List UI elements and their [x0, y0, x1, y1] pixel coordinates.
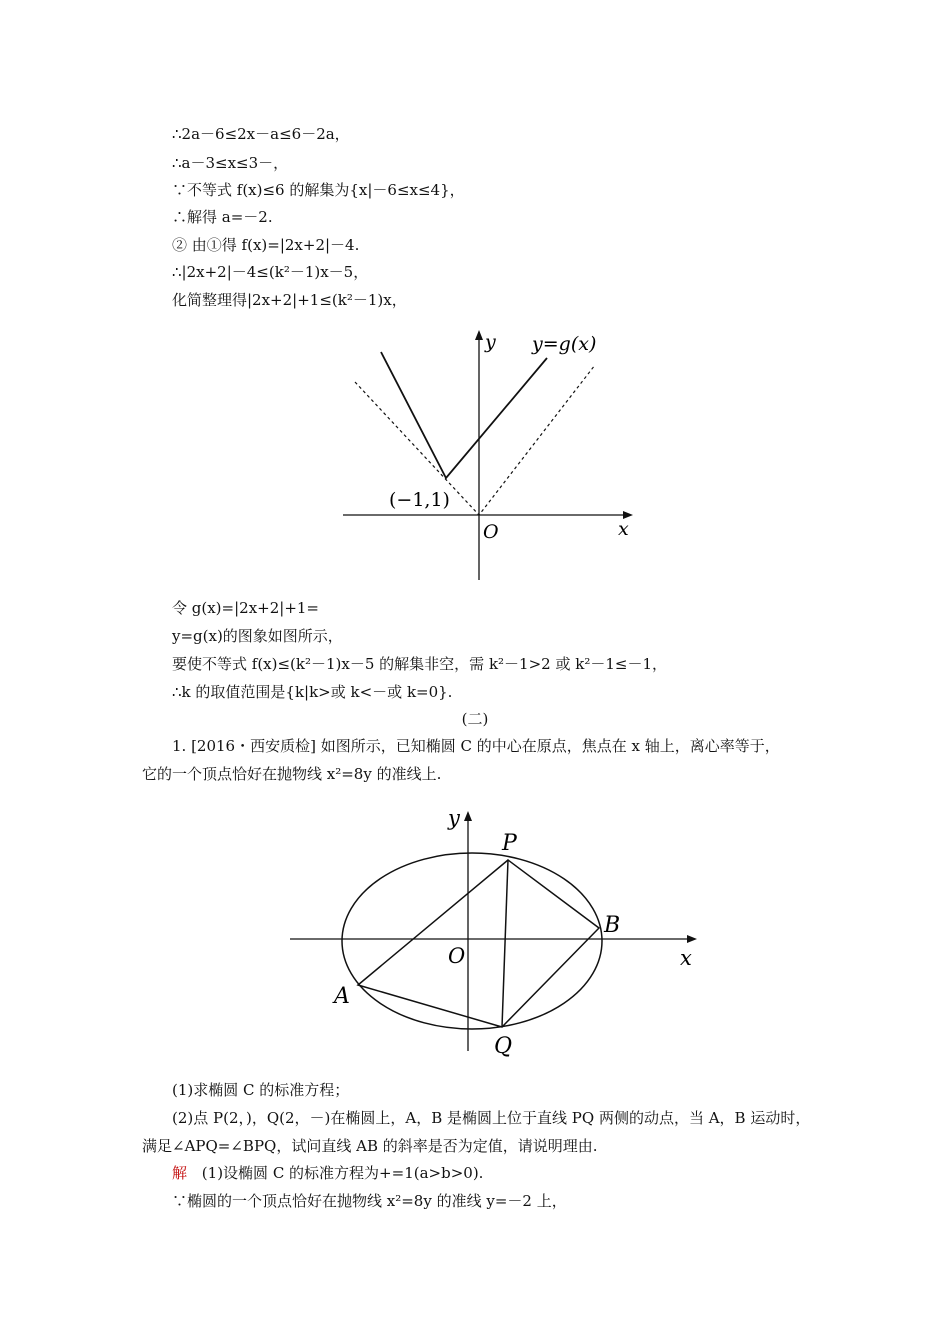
y-axis-arrow-icon: [475, 330, 483, 340]
text-line: ∵不等式 f(x)≤6 的解集为{x|－6≤x≤4}，: [172, 181, 465, 199]
solution-text: (1)设椭圆 C 的标准方程为+=1(a>b>0).: [201, 1164, 484, 1182]
problem-line: 1. [2016・西安质检] 如图所示，已知椭圆 C 的中心在原点，焦点在 x 轴上，离心率等于，: [172, 737, 780, 755]
solution-line1: [172, 1163, 483, 1183]
text-line: 令 g(x)=|2x+2|+1=: [172, 599, 320, 617]
question-1: (1)求椭圆 C 的标准方程；: [172, 1081, 350, 1099]
point-q-label: Q: [494, 1034, 513, 1059]
problem-line: 它的一个顶点恰好在抛物线 x²=8y 的准线上.: [142, 765, 442, 783]
y-axis-label: y: [485, 331, 496, 353]
solution-label: 解: [172, 1164, 188, 1182]
point-p-label: P: [502, 831, 517, 856]
text-line: 化简整理得|2x+2|+1≤(k²－1)x，: [172, 291, 407, 309]
origin-label: O: [483, 521, 499, 543]
x-axis-label: x: [618, 518, 629, 540]
text-line: 要使不等式 f(x)≤(k²－1)x－5 的解集非空，需 k²－1>2 或 k²－1≤－1，: [172, 655, 667, 673]
figure-ellipse: [286, 795, 706, 1075]
text-line: ② 由①得 f(x)=|2x+2|－4.: [172, 236, 360, 254]
point-b-label: B: [604, 913, 621, 938]
x-axis-label: x: [680, 946, 692, 970]
text-line: ∴2a－6≤2x－a≤6－2a，: [172, 125, 350, 143]
figure-gx-graph: [335, 318, 650, 590]
text-line: ∴k 的取值范围是{k|k>或 k<－或 k=0}.: [172, 683, 453, 701]
x-axis-arrow-icon: [687, 935, 697, 943]
text-line: ∴a－3≤x≤3－，: [172, 154, 289, 172]
text-line: y=g(x)的图象如图所示，: [172, 627, 343, 645]
y-axis-label: y: [448, 806, 460, 830]
point-label: (−1,1): [389, 489, 450, 511]
section-title: (二): [461, 710, 489, 728]
solution-line2: ∵椭圆的一个顶点恰好在抛物线 x²=8y 的准线 y=－2 上，: [172, 1192, 567, 1210]
question-2-line1: (2)点 P(2，)，Q(2，－)在椭圆上，A，B 是椭圆上位于直线 PQ 两侧的动点，当 A，B 运动时，: [172, 1109, 811, 1127]
text-line: ∴|2x+2|－4≤(k²－1)x－5，: [172, 263, 369, 281]
point-a-label: A: [334, 984, 350, 1009]
question-2-line2: 满足∠APQ=∠BPQ，试问直线 AB 的斜率是否为定值，请说明理由.: [142, 1137, 598, 1155]
y-axis-arrow-icon: [464, 811, 472, 821]
curve-label: y=g(x): [532, 333, 597, 355]
origin-label: O: [448, 944, 466, 968]
text-line: ∴解得 a=－2.: [172, 208, 273, 226]
